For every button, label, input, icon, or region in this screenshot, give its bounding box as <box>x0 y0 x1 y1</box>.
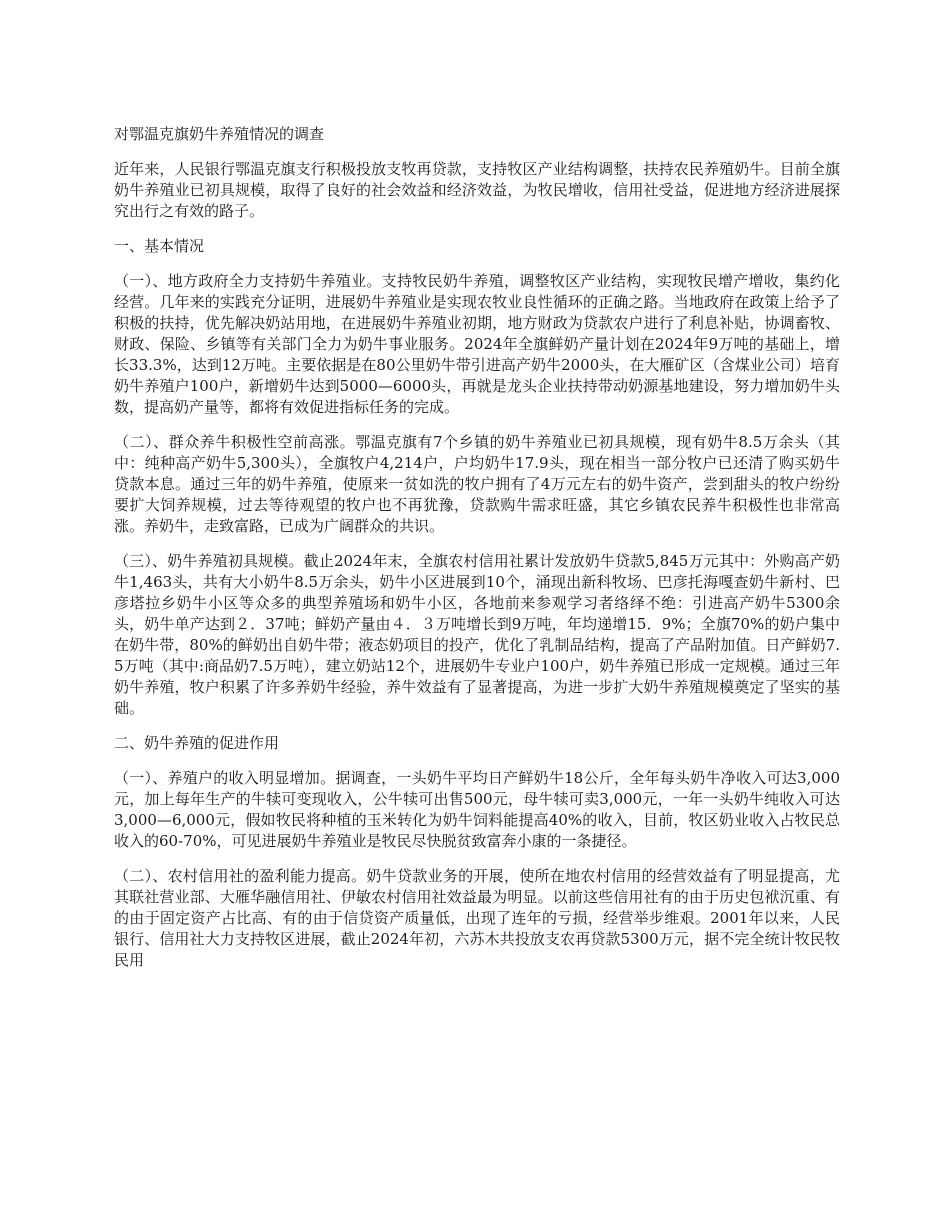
paragraph-scale: （三）、奶牛养殖初具规模。截止2024年末，全旗农村信用社累计发放奶牛贷款5,845万元其中：外购高产奶牛1,463头，共有大小奶牛8.5万余头，奶牛小区进展到10个，涌现出新科牧场、巴彦托海嘎查奶牛新村、巴彦塔拉乡奶牛小区等众多的典型养殖场和奶牛小区，各地前来参观学习者络绎不绝：引进高产奶牛5300余头，奶牛单产达到２．37吨；鲜奶产量由４．３万吨增长到9万吨，年均递增15．9%；全旗70%的奶户集中在奶牛带，80%的鲜奶出自奶牛带；液态奶项目的投产，优化了乳制品结构，提高了产品附加值。日产鲜奶7.5万吨（其中:商品奶7.5万吨），建立奶站12个，进展奶牛专业户100户，奶牛养殖已形成一定规模。通过三年奶牛养殖，牧户积累了许多养奶牛经验，养牛效益有了显著提高，为进一步扩大奶牛养殖规模奠定了坚实的基础。 <box>114 552 840 717</box>
paragraph-public-enthusiasm: （二）、群众养牛积极性空前高涨。鄂温克旗有7个乡镇的奶牛养殖业已初具规模，现有奶牛8.5万余头（其中：纯种高产奶牛5,300头），全旗牧户4,214户，户均奶牛17.9头，现在相当一部分牧户已还清了购买奶牛贷款本息。通过三年的奶牛养殖，使原来一贫如洗的牧户拥有了4万元左右的奶牛资产，尝到甜头的牧户纷纷要扩大饲养规模，过去等待观望的牧户也不再犹豫，贷款购牛需求旺盛，其它乡镇农民养牛积极性也非常高涨。养奶牛，走致富路，已成为广阔群众的共识。 <box>114 433 840 535</box>
document-title: 对鄂温克旗奶牛养殖情况的调查 <box>114 125 325 143</box>
document-page <box>114 124 840 985</box>
intro-paragraph: 近年来，人民银行鄂温克旗支行积极投放支牧再贷款，支持牧区产业结构调整，扶持农民养殖奶牛。目前全旗奶牛养殖业已初具规模，取得了良好的社会效益和经济效益，为牧民增收，信用社受益，促进地方经济进展探究出行之有效的路子。 <box>114 160 840 220</box>
paragraph-government-support: （一）、地方政府全力支持奶牛养殖业。支持牧民奶牛养殖，调整牧区产业结构，实现牧民增产增收，集约化经营。几年来的实践充分证明，进展奶牛养殖业是实现农牧业良性循环的正确之路。当地政府在政策上给予了积极的扶持，优先解决奶站用地，在进展奶牛养殖业初期，地方财政为贷款农户进行了利息补贴，协调畜牧、财政、保险、乡镇等有关部门全力为奶牛事业服务。2024年全旗鲜奶产量计划在2024年9万吨的基础上，增长33.3%，达到12万吨。主要依据是在80公里奶牛带引进高产奶牛2000头，在大雁矿区（含煤业公司）培育奶牛养殖户100户，新增奶牛达到5000—6000头，再就是龙头企业扶持带动奶源基地建设，努力增加奶牛头数，提高奶产量等，都将有效促进指标任务的完成。 <box>114 272 840 416</box>
section-heading-effects: 二、奶牛养殖的促进作用 <box>114 734 280 752</box>
section-heading-basic: 一、基本情况 <box>114 237 205 255</box>
paragraph-income-increase: （一）、养殖户的收入明显增加。据调查，一头奶牛平均日产鲜奶牛18公斤，全年每头奶牛净收入可达3,000元，加上每年生产的牛犊可变现收入，公牛犊可出售500元，母牛犊可卖3,000元，一年一头奶牛纯收入可达3,000—6,000元，假如牧民将种植的玉米转化为奶牛饲料能提高40%的收入，目前，牧区奶业收入占牧民总收入的60-70%，可见进展奶牛养殖业是牧民尽快脱贫致富奔小康的一条捷径。 <box>114 769 840 850</box>
paragraph-credit-coop-profit: （二）、农村信用社的盈利能力提高。奶牛贷款业务的开展，使所在地农村信用的经营效益有了明显提高，尤其联社营业部、大雁华融信用社、伊敏农村信用社效益最为明显。以前这些信用社有的由于历史包袱沉重、有的由于固定资产占比高、有的由于信贷资产质量低，出现了连年的亏损，经营举步维艰。2001年以来，人民银行、信用社大力支持牧区进展，截止2024年初，六苏木共投放支农再贷款5300万元，据不完全统计牧民牧民用 <box>114 867 840 969</box>
